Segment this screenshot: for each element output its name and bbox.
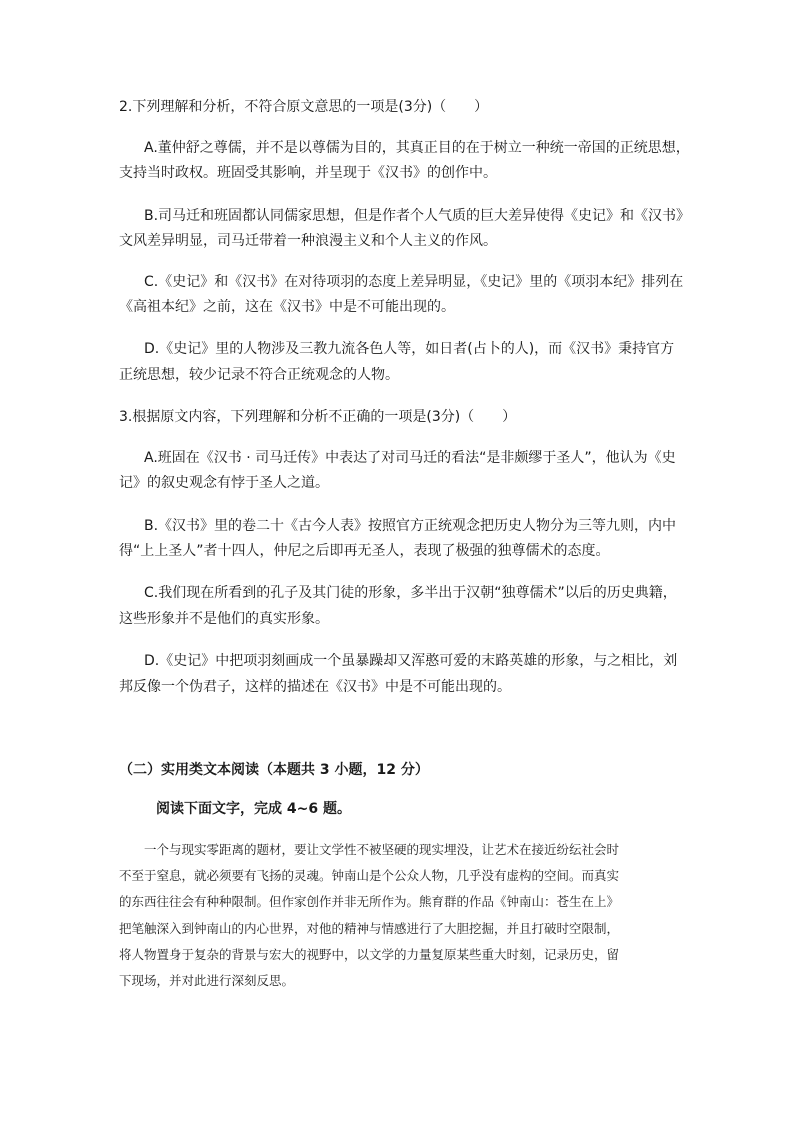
q2-option-b-line1: B.司马迁和班固都认同儒家思想，但是作者个人气质的巨大差异使得《史记》和《汉书》 [144, 208, 691, 224]
passage-line-6: 下现场，并对此进行深刻反思。 [119, 973, 295, 988]
passage-line-5: 将人物置身于复杂的背景与宏大的视野中，以文学的力量复原某些重大时刻，记录历史，留 [119, 947, 620, 962]
question-3-stem: 3.根据原文内容，下列理解和分析不正确的一项是(3分)（ ） [119, 409, 517, 425]
q3-option-d-line2: 邦反像一个伪君子，这样的描述在《汉书》中是不可能出现的。 [119, 679, 511, 695]
q2-option-c-line2: 《高祖本纪》之前，这在《汉书》中是不可能出现的。 [119, 299, 455, 315]
q2-option-a-line2: 支持当时政权。班固受其影响，并呈现于《汉书》的创作中。 [119, 165, 497, 181]
q3-option-c-line1: C.我们现在所看到的孔子及其门徒的形象，多半出于汉朝“独尊儒术”以后的历史典籍， [144, 585, 677, 601]
q2-option-b-line2: 文风差异明显，司马迁带着一种浪漫主义和个人主义的作风。 [119, 233, 497, 249]
q3-option-d-line1: D.《史记》中把项羽刻画成一个虽暴躁却又浑憨可爱的末路英雄的形象，与之相比，刘 [144, 653, 678, 669]
passage-line-1: 一个与现实零距离的题材，要让文学性不被坚硬的现实埋没，让艺术在接近纷纭社会时 [144, 842, 620, 857]
q2-option-d-line1: D.《史记》里的人物涉及三教九流各色人等，如日者(占卜的人)，而《汉书》秉持官方 [144, 341, 675, 357]
passage-line-3: 的东西往往会有种种限制。但作家创作并非无所作为。熊育群的作品《钟南山：苍生在上》 [119, 894, 620, 909]
section-2-title: （二）实用类文本阅读（本题共 3 小题，12 分） [119, 762, 429, 778]
question-2-stem: 2.下列理解和分析，不符合原文意思的一项是(3分)（ ） [119, 99, 489, 115]
passage-line-2: 不至于窒息，就必须要有飞扬的灵魂。钟南山是个公众人物，几乎没有虚构的空间。而真实 [119, 868, 620, 883]
section-2-instruction: 阅读下面文字，完成 4~6 题。 [156, 801, 351, 817]
q3-option-a-line1: A.班固在《汉书 · 司马迁传》中表达了对司马迁的看法“是非颇缪于圣人”，他认为《史 [144, 450, 676, 466]
q3-option-b-line1: B.《汉书》里的卷二十《古今人表》按照官方正统观念把历史人物分为三等九则，内中 [144, 518, 677, 534]
q2-option-a-line1: A.董仲舒之尊儒，并不是以尊儒为目的，其真正目的在于树立一种统一帝国的正统思想， [144, 140, 690, 156]
q2-option-c-line1: C.《史记》和《汉书》在对待项羽的态度上差异明显，《史记》里的《项羽本纪》排列在 [144, 274, 684, 290]
q3-option-b-line2: 得“上上圣人”者十四人，仲尼之后即再无圣人，表现了极强的独尊儒术的态度。 [119, 543, 610, 559]
q2-option-d-line2: 正统思想，较少记录不符合正统观念的人物。 [119, 367, 399, 383]
passage-line-4: 把笔触深入到钟南山的内心世界，对他的精神与情感进行了大胆挖掘，并且打破时空限制， [119, 921, 620, 936]
q3-option-c-line2: 这些形象并不是他们的真实形象。 [119, 611, 329, 627]
q3-option-a-line2: 记》的叙史观念有悖于圣人之道。 [119, 475, 329, 491]
